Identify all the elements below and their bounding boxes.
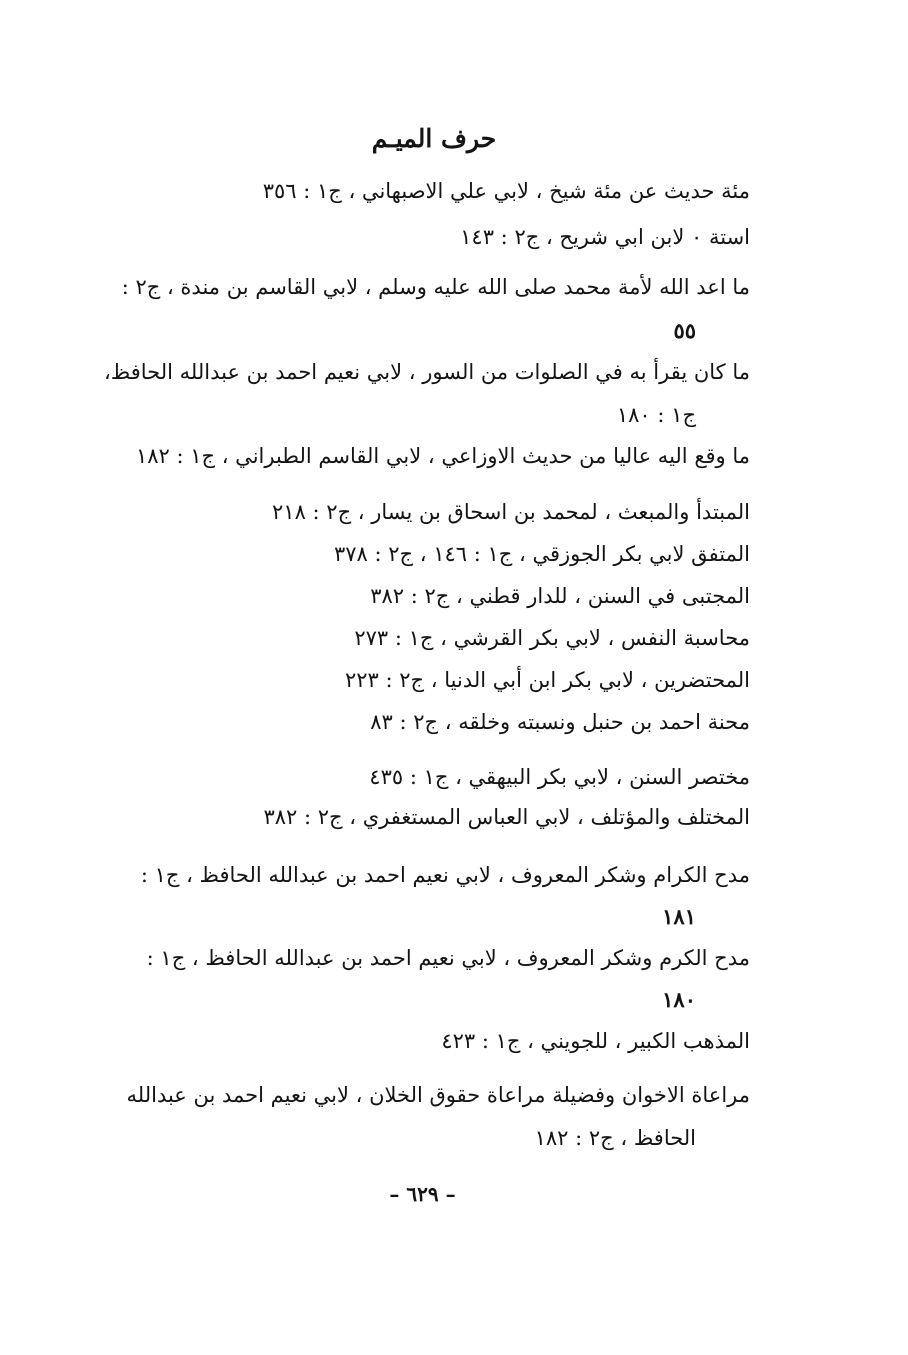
entry-line: المتفق لابي بكر الجوزقي ، ج١ : ١٤٦ ، ج٢ : ٣٧٨ xyxy=(333,542,750,566)
entry-line: المحتضرين ، لابي بكر ابن أبي الدنيا ، ج٢ : ٢٢٣ xyxy=(344,668,750,692)
entry-line: المجتبى في السنن ، للدار قطني ، ج٢ : ٣٨٢ xyxy=(370,584,750,608)
entry-line: ما كان يقرأ به في الصلوات من السور ، لابي نعيم احمد بن عبدالله الحافظ، xyxy=(104,360,750,384)
entry-continuation: ١٨٠ xyxy=(662,987,696,1012)
entry-line: المذهب الكبير ، للجويني ، ج١ : ٤٢٣ xyxy=(441,1029,750,1053)
entry-continuation: ١٨١ xyxy=(662,904,696,929)
section-heading: حرف الميـم xyxy=(371,124,497,153)
entry-line: مدح الكرم وشكر المعروف ، لابي نعيم احمد بن عبدالله الحافظ ، ج١ : xyxy=(146,946,750,970)
page-number: – ٦٢٩ – xyxy=(389,1182,456,1206)
entry-line: مدح الكرام وشكر المعروف ، لابي نعيم احمد بن عبدالله الحافظ ، ج١ : xyxy=(140,863,750,887)
entry-line: مراعاة الاخوان وفضيلة مراعاة حقوق الخلان ، لابي نعيم احمد بن عبدالله xyxy=(126,1083,750,1107)
entry-line: المبتدأ والمبعث ، لمحمد بن اسحاق بن يسار ، ج٢ : ٢١٨ xyxy=(272,500,750,524)
entry-line: ما اعد الله لأمة محمد صلى الله عليه وسلم ، لابي القاسم بن مندة ، ج٢ : xyxy=(121,275,750,299)
entry-line: استة ٠ لابن ابي شريح ، ج٢ : ١٤٣ xyxy=(460,225,750,249)
entry-continuation: الحافظ ، ج٢ : ١٨٢ xyxy=(534,1126,696,1150)
entry-continuation: ٥٥ xyxy=(673,318,696,343)
entry-continuation: ج١ : ١٨٠ xyxy=(616,403,696,427)
entry-line: مئة حديث عن مئة شيخ ، لابي علي الاصبهاني ، ج١ : ٣٥٦ xyxy=(262,179,750,203)
entry-line: مختصر السنن ، لابي بكر البيهقي ، ج١ : ٤٣٥ xyxy=(369,765,750,789)
entry-line: ما وقع اليه عاليا من حديث الاوزاعي ، لابي القاسم الطبراني ، ج١ : ١٨٢ xyxy=(135,444,750,468)
entry-line: محاسبة النفس ، لابي بكر القرشي ، ج١ : ٢٧٣ xyxy=(354,626,750,650)
entry-line: محنة احمد بن حنبل ونسبته وخلقه ، ج٢ : ٨٣ xyxy=(370,710,750,734)
entry-line: المختلف والمؤتلف ، لابي العباس المستغفري ، ج٢ : ٣٨٢ xyxy=(263,805,750,829)
